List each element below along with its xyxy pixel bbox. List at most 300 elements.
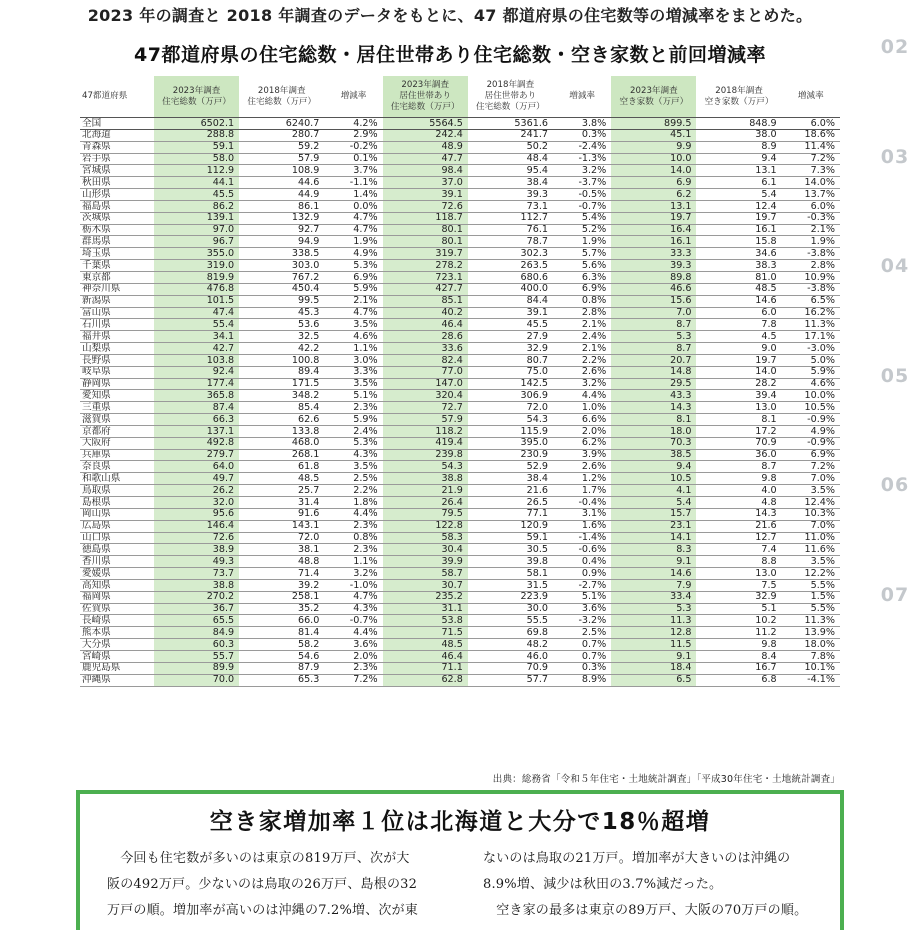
value-cell: 4.5	[696, 331, 781, 343]
value-cell: 71.5	[383, 627, 468, 639]
value-cell: 9.8	[696, 473, 781, 485]
value-cell: 89.4	[239, 366, 324, 378]
value-cell: 14.6	[611, 568, 696, 580]
prefecture-cell: 群馬県	[80, 236, 154, 248]
value-cell: 33.4	[611, 591, 696, 603]
value-cell: -0.6%	[553, 544, 611, 556]
value-cell: 16.1	[611, 236, 696, 248]
value-cell: 99.5	[239, 295, 324, 307]
table-row	[80, 556, 840, 568]
value-cell: 137.1	[154, 425, 239, 437]
table-row	[80, 449, 840, 461]
table-row	[80, 260, 840, 272]
value-cell: 270.2	[154, 591, 239, 603]
value-cell: 120.9	[468, 520, 553, 532]
table-row	[80, 425, 840, 437]
value-cell: 38.5	[611, 449, 696, 461]
value-cell: 30.4	[383, 544, 468, 556]
column-header: 2018年調査 住宅総数（万戸）	[239, 76, 324, 118]
value-cell: 58.2	[239, 639, 324, 651]
value-cell: 122.8	[383, 520, 468, 532]
value-cell: 5.3	[611, 603, 696, 615]
value-cell: 57.7	[468, 674, 553, 686]
value-cell: 18.4	[611, 662, 696, 674]
value-cell: 62.8	[383, 674, 468, 686]
value-cell: 89.8	[611, 271, 696, 283]
prefecture-cell: 佐賀県	[80, 603, 154, 615]
value-cell: 6240.7	[239, 118, 324, 130]
value-cell: 2.9%	[324, 129, 382, 141]
value-cell: 66.3	[154, 414, 239, 426]
value-cell: 14.6	[696, 295, 781, 307]
table-row	[80, 532, 840, 544]
value-cell: 77.0	[383, 366, 468, 378]
value-cell: 9.8	[696, 639, 781, 651]
value-cell: -0.7%	[324, 615, 382, 627]
value-cell: 9.1	[611, 556, 696, 568]
value-cell: 71.1	[383, 662, 468, 674]
value-cell: 10.2	[696, 615, 781, 627]
table-row	[80, 189, 840, 201]
value-cell: 7.8	[696, 319, 781, 331]
value-cell: 8.9%	[553, 674, 611, 686]
value-cell: 72.0	[468, 402, 553, 414]
value-cell: 8.1	[611, 414, 696, 426]
value-cell: 47.7	[383, 153, 468, 165]
prefecture-cell: 埼玉県	[80, 248, 154, 260]
table-row	[80, 662, 840, 674]
value-cell: 6.2	[611, 189, 696, 201]
table-row	[80, 177, 840, 189]
value-cell: 58.7	[383, 568, 468, 580]
value-cell: 8.7	[611, 343, 696, 355]
value-cell: 723.1	[383, 271, 468, 283]
value-cell: 5.4	[696, 189, 781, 201]
value-cell: 19.7	[696, 212, 781, 224]
value-cell: 2.0%	[324, 650, 382, 662]
value-cell: 30.5	[468, 544, 553, 556]
value-cell: 29.5	[611, 378, 696, 390]
value-cell: -1.0%	[324, 579, 382, 591]
prefecture-cell: 高知県	[80, 579, 154, 591]
value-cell: 1.0%	[553, 402, 611, 414]
value-cell: 3.5%	[324, 378, 382, 390]
value-cell: 54.3	[383, 461, 468, 473]
table-row	[80, 307, 840, 319]
value-cell: 4.7%	[324, 591, 382, 603]
value-cell: 85.1	[383, 295, 468, 307]
value-cell: 3.1%	[553, 508, 611, 520]
value-cell: 92.4	[154, 366, 239, 378]
page-section-number: 04	[880, 255, 910, 277]
value-cell: 18.0	[611, 425, 696, 437]
value-cell: 78.7	[468, 236, 553, 248]
value-cell: 81.0	[696, 271, 781, 283]
prefecture-cell: 長野県	[80, 354, 154, 366]
value-cell: 8.8	[696, 556, 781, 568]
value-cell: 3.6%	[324, 639, 382, 651]
table-row	[80, 674, 840, 686]
value-cell: 33.6	[383, 343, 468, 355]
value-cell: 258.1	[239, 591, 324, 603]
value-cell: 28.6	[383, 331, 468, 343]
value-cell: 263.5	[468, 260, 553, 272]
value-cell: 8.7	[611, 319, 696, 331]
value-cell: 3.2%	[553, 165, 611, 177]
value-cell: 5564.5	[383, 118, 468, 130]
article-text-left: 今回も住宅数が多いのは東京の819万戸、次が大 阪の492万戸。少ないのは鳥取の26万戸、島根の32 万戸の順。増加率が高いのは沖縄の7.2%増、次が東	[107, 851, 419, 918]
prefecture-cell: 和歌山県	[80, 473, 154, 485]
value-cell: 32.0	[154, 497, 239, 509]
value-cell: 39.2	[239, 579, 324, 591]
value-cell: 767.2	[239, 271, 324, 283]
value-cell: 2.5%	[553, 627, 611, 639]
prefecture-cell: 岡山県	[80, 508, 154, 520]
value-cell: 6.0%	[782, 200, 840, 212]
value-cell: 86.1	[239, 200, 324, 212]
value-cell: 1.1%	[324, 343, 382, 355]
value-cell: 450.4	[239, 283, 324, 295]
value-cell: 133.8	[239, 425, 324, 437]
value-cell: 21.6	[468, 485, 553, 497]
value-cell: 64.0	[154, 461, 239, 473]
table-row	[80, 283, 840, 295]
value-cell: 69.8	[468, 627, 553, 639]
value-cell: 14.1	[611, 532, 696, 544]
value-cell: 7.8%	[782, 650, 840, 662]
value-cell: 34.1	[154, 331, 239, 343]
value-cell: 65.3	[239, 674, 324, 686]
value-cell: -0.3%	[782, 212, 840, 224]
value-cell: 53.8	[383, 615, 468, 627]
value-cell: 31.1	[383, 603, 468, 615]
value-cell: 34.6	[696, 248, 781, 260]
value-cell: 365.8	[154, 390, 239, 402]
value-cell: 84.4	[468, 295, 553, 307]
value-cell: 7.9	[611, 579, 696, 591]
value-cell: 8.1	[696, 414, 781, 426]
value-cell: 13.9%	[782, 627, 840, 639]
value-cell: 11.0%	[782, 532, 840, 544]
value-cell: 10.5	[611, 473, 696, 485]
value-cell: -3.7%	[553, 177, 611, 189]
value-cell: -3.0%	[782, 343, 840, 355]
value-cell: 0.7%	[553, 650, 611, 662]
value-cell: 146.4	[154, 520, 239, 532]
column-header: 2018年調査 空き家数（万戸）	[696, 76, 781, 118]
value-cell: 5.2%	[553, 224, 611, 236]
value-cell: 1.9%	[324, 236, 382, 248]
page-section-number: 07	[880, 584, 910, 606]
value-cell: 59.1	[154, 141, 239, 153]
page-section-number: 03	[880, 146, 910, 168]
value-cell: 49.7	[154, 473, 239, 485]
value-cell: 16.4	[611, 224, 696, 236]
table-row	[80, 402, 840, 414]
value-cell: 395.0	[468, 437, 553, 449]
value-cell: 338.5	[239, 248, 324, 260]
value-cell: 6.0%	[782, 118, 840, 130]
value-cell: 118.2	[383, 425, 468, 437]
value-cell: 95.4	[468, 165, 553, 177]
value-cell: 171.5	[239, 378, 324, 390]
table-row	[80, 473, 840, 485]
prefecture-cell: 大阪府	[80, 437, 154, 449]
value-cell: 12.4	[696, 200, 781, 212]
value-cell: 3.6%	[553, 603, 611, 615]
table-row	[80, 153, 840, 165]
value-cell: 0.9%	[553, 568, 611, 580]
value-cell: 32.9	[696, 591, 781, 603]
prefecture-cell: 秋田県	[80, 177, 154, 189]
value-cell: 72.7	[383, 402, 468, 414]
value-cell: 5.3	[611, 331, 696, 343]
value-cell: 14.0%	[782, 177, 840, 189]
value-cell: 39.4	[696, 390, 781, 402]
value-cell: 279.7	[154, 449, 239, 461]
prefecture-cell: 栃木県	[80, 224, 154, 236]
value-cell: 32.9	[468, 343, 553, 355]
value-cell: 82.4	[383, 354, 468, 366]
value-cell: 14.0	[696, 366, 781, 378]
value-cell: 4.7%	[324, 224, 382, 236]
value-cell: 4.3%	[324, 449, 382, 461]
value-cell: 4.9%	[324, 248, 382, 260]
value-cell: 5.1%	[324, 390, 382, 402]
value-cell: 98.4	[383, 165, 468, 177]
value-cell: 0.0%	[324, 200, 382, 212]
value-cell: 1.4%	[324, 189, 382, 201]
value-cell: 280.7	[239, 129, 324, 141]
value-cell: 4.9%	[782, 425, 840, 437]
table-row	[80, 390, 840, 402]
value-cell: 73.1	[468, 200, 553, 212]
value-cell: 11.3%	[782, 319, 840, 331]
value-cell: 5361.6	[468, 118, 553, 130]
value-cell: 2.8%	[553, 307, 611, 319]
value-cell: 80.7	[468, 354, 553, 366]
value-cell: 13.7%	[782, 189, 840, 201]
value-cell: 48.5	[383, 639, 468, 651]
table-row	[80, 650, 840, 662]
value-cell: 4.4%	[324, 508, 382, 520]
table-body	[80, 118, 840, 687]
value-cell: 5.0%	[782, 354, 840, 366]
value-cell: 95.6	[154, 508, 239, 520]
prefecture-cell: 鳥取県	[80, 485, 154, 497]
value-cell: 4.3%	[324, 603, 382, 615]
housing-table	[80, 76, 840, 687]
value-cell: 10.1%	[782, 662, 840, 674]
value-cell: 0.8%	[553, 295, 611, 307]
value-cell: 10.0	[611, 153, 696, 165]
table-row	[80, 461, 840, 473]
value-cell: 57.9	[239, 153, 324, 165]
value-cell: -1.3%	[553, 153, 611, 165]
value-cell: 5.5%	[782, 603, 840, 615]
value-cell: 7.0%	[782, 520, 840, 532]
value-cell: -3.2%	[553, 615, 611, 627]
value-cell: 6502.1	[154, 118, 239, 130]
value-cell: 32.5	[239, 331, 324, 343]
value-cell: 0.1%	[324, 153, 382, 165]
prefecture-cell: 奈良県	[80, 461, 154, 473]
value-cell: 87.9	[239, 662, 324, 674]
prefecture-cell: 富山県	[80, 307, 154, 319]
value-cell: 43.3	[611, 390, 696, 402]
value-cell: 39.1	[468, 307, 553, 319]
value-cell: 427.7	[383, 283, 468, 295]
value-cell: 38.1	[239, 544, 324, 556]
value-cell: 2.3%	[324, 662, 382, 674]
value-cell: 58.0	[154, 153, 239, 165]
prefecture-cell: 静岡県	[80, 378, 154, 390]
value-cell: 38.0	[696, 129, 781, 141]
table-row	[80, 200, 840, 212]
value-cell: 48.5	[696, 283, 781, 295]
value-cell: 38.8	[383, 473, 468, 485]
value-cell: 60.3	[154, 639, 239, 651]
value-cell: 16.1	[696, 224, 781, 236]
value-cell: -3.8%	[782, 283, 840, 295]
value-cell: 9.4	[611, 461, 696, 473]
value-cell: 44.6	[239, 177, 324, 189]
value-cell: 59.2	[239, 141, 324, 153]
value-cell: 5.3%	[324, 437, 382, 449]
value-cell: 4.6%	[324, 331, 382, 343]
value-cell: 2.3%	[324, 544, 382, 556]
value-cell: 2.2%	[324, 485, 382, 497]
value-cell: 30.7	[383, 579, 468, 591]
table-row	[80, 568, 840, 580]
value-cell: 9.1	[611, 650, 696, 662]
value-cell: 39.3	[611, 260, 696, 272]
value-cell: 94.9	[239, 236, 324, 248]
value-cell: 0.3%	[553, 662, 611, 674]
value-cell: 3.2%	[553, 378, 611, 390]
value-cell: 57.9	[383, 414, 468, 426]
value-cell: 76.1	[468, 224, 553, 236]
value-cell: 1.6%	[553, 520, 611, 532]
value-cell: 1.8%	[324, 497, 382, 509]
table-row	[80, 354, 840, 366]
value-cell: 3.5%	[324, 319, 382, 331]
value-cell: 73.7	[154, 568, 239, 580]
value-cell: 39.9	[383, 556, 468, 568]
value-cell: 115.9	[468, 425, 553, 437]
value-cell: 7.3%	[782, 165, 840, 177]
value-cell: 320.4	[383, 390, 468, 402]
value-cell: -1.4%	[553, 532, 611, 544]
prefecture-cell: 滋賀県	[80, 414, 154, 426]
value-cell: 2.6%	[553, 461, 611, 473]
prefecture-cell: 岩手県	[80, 153, 154, 165]
value-cell: 17.2	[696, 425, 781, 437]
value-cell: 31.5	[468, 579, 553, 591]
value-cell: 39.1	[383, 189, 468, 201]
value-cell: 42.7	[154, 343, 239, 355]
value-cell: 5.4	[611, 497, 696, 509]
value-cell: 2.5%	[324, 473, 382, 485]
value-cell: 11.4%	[782, 141, 840, 153]
value-cell: 62.6	[239, 414, 324, 426]
value-cell: 6.9%	[553, 283, 611, 295]
column-header: 増減率	[782, 76, 840, 118]
value-cell: 36.7	[154, 603, 239, 615]
table-row	[80, 331, 840, 343]
value-cell: 3.2%	[324, 568, 382, 580]
prefecture-cell: 熊本県	[80, 627, 154, 639]
value-cell: 80.1	[383, 236, 468, 248]
prefecture-cell: 三重県	[80, 402, 154, 414]
column-header: 2023年調査 住宅総数（万戸）	[154, 76, 239, 118]
table-row	[80, 295, 840, 307]
value-cell: 15.7	[611, 508, 696, 520]
value-cell: 2.1%	[782, 224, 840, 236]
table-row	[80, 366, 840, 378]
value-cell: 3.0%	[324, 354, 382, 366]
value-cell: 306.9	[468, 390, 553, 402]
value-cell: 70.9	[696, 437, 781, 449]
value-cell: 2.6%	[553, 366, 611, 378]
value-cell: 11.3%	[782, 615, 840, 627]
prefecture-cell: 島根県	[80, 497, 154, 509]
value-cell: 7.0	[611, 307, 696, 319]
value-cell: 11.6%	[782, 544, 840, 556]
value-cell: 65.5	[154, 615, 239, 627]
value-cell: 6.6%	[553, 414, 611, 426]
value-cell: 230.9	[468, 449, 553, 461]
table-row	[80, 603, 840, 615]
value-cell: 5.6%	[553, 260, 611, 272]
value-cell: 235.2	[383, 591, 468, 603]
value-cell: 4.0	[696, 485, 781, 497]
value-cell: 6.2%	[553, 437, 611, 449]
value-cell: 2.8%	[782, 260, 840, 272]
value-cell: 16.2%	[782, 307, 840, 319]
value-cell: -0.2%	[324, 141, 382, 153]
prefecture-cell: 新潟県	[80, 295, 154, 307]
value-cell: 2.2%	[553, 354, 611, 366]
value-cell: 7.0%	[782, 473, 840, 485]
value-cell: 53.6	[239, 319, 324, 331]
value-cell: 4.4%	[553, 390, 611, 402]
value-cell: 58.3	[383, 532, 468, 544]
source-note: 出典：総務省「令和５年住宅・土地統計調査」「平成30年住宅・土地統計調査」	[492, 774, 840, 785]
value-cell: 45.1	[611, 129, 696, 141]
value-cell: 18.6%	[782, 129, 840, 141]
column-header: 2018年調査 居住世帯あり 住宅総数（万戸）	[468, 76, 553, 118]
value-cell: 11.2	[696, 627, 781, 639]
value-cell: 6.9%	[324, 271, 382, 283]
value-cell: 12.8	[611, 627, 696, 639]
value-cell: 11.3	[611, 615, 696, 627]
value-cell: 10.5%	[782, 402, 840, 414]
value-cell: 27.9	[468, 331, 553, 343]
value-cell: 400.0	[468, 283, 553, 295]
prefecture-cell: 青森県	[80, 141, 154, 153]
prefecture-cell: 茨城県	[80, 212, 154, 224]
value-cell: 1.5%	[782, 591, 840, 603]
value-cell: 1.2%	[553, 473, 611, 485]
value-cell: 288.8	[154, 129, 239, 141]
value-cell: 139.1	[154, 212, 239, 224]
value-cell: 4.7%	[324, 307, 382, 319]
prefecture-cell: 京都府	[80, 425, 154, 437]
value-cell: 75.0	[468, 366, 553, 378]
value-cell: 9.9	[611, 141, 696, 153]
value-cell: 12.4%	[782, 497, 840, 509]
